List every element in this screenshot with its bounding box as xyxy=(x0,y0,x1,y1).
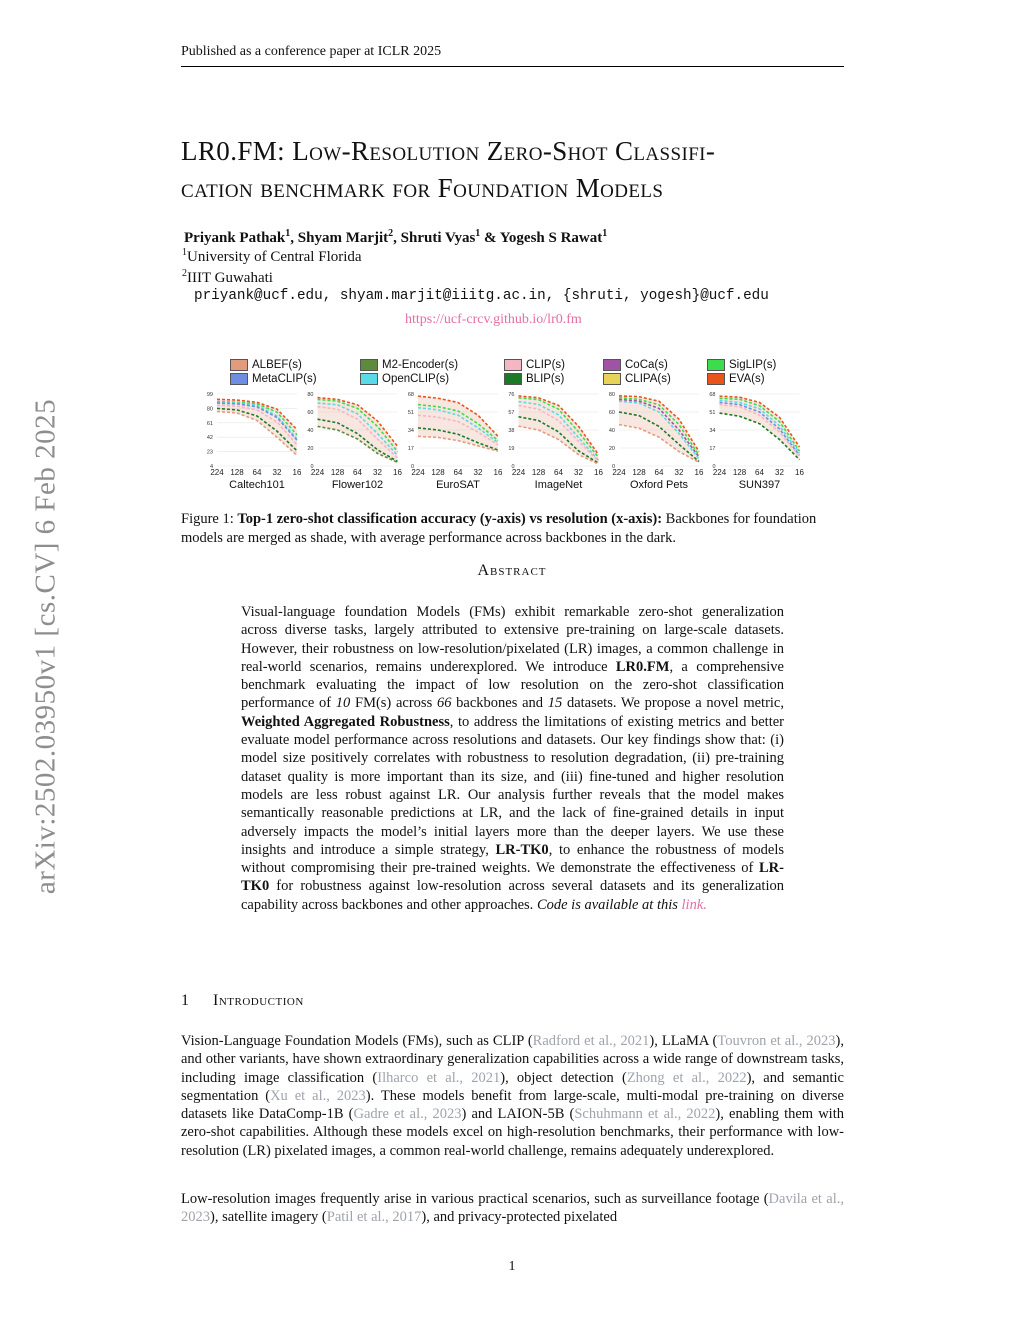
y-tick-label: 60 xyxy=(307,410,314,416)
x-tick-label: 32 xyxy=(674,468,684,477)
y-tick-label: 57 xyxy=(508,410,515,416)
project-url-link[interactable]: https://ucf-crcv.github.io/lr0.fm xyxy=(405,312,582,327)
legend-swatch xyxy=(360,359,378,371)
body-text: Low-resolution images frequently arise in various practical scenarios, such as surveillance footage ( xyxy=(181,1191,769,1207)
x-tick-label: 64 xyxy=(654,468,664,477)
y-tick-label: 0 xyxy=(611,464,615,470)
body-text: ), and privacy-protected pixelated xyxy=(421,1209,618,1226)
header-rule xyxy=(181,66,844,67)
chart-panel-title: ImageNet xyxy=(534,479,583,491)
abstract-bold: LR-TK0 xyxy=(495,841,549,858)
x-tick-label: 32 xyxy=(373,468,382,477)
chart-panel xyxy=(709,392,804,491)
separator: & xyxy=(480,230,500,246)
author-2: Shyam Marjit xyxy=(297,230,389,246)
y-tick-label: 99 xyxy=(206,392,213,398)
legend-label: CoCa(s) xyxy=(625,359,668,372)
section-heading-introduction xyxy=(181,992,304,1010)
abstract-text: for robustness against low-resolution across several datasets and its generalization capability across backbones and other approaches. xyxy=(241,878,784,913)
legend-label: MetaCLIP(s) xyxy=(252,373,317,386)
y-tick-label: 0 xyxy=(310,464,314,470)
legend-label: OpenCLIP(s) xyxy=(382,373,450,386)
y-tick-label: 80 xyxy=(608,392,615,398)
x-tick-label: 224 xyxy=(310,468,325,477)
x-tick-label: 64 xyxy=(353,468,362,477)
abstract-bold: LR0.FM xyxy=(615,658,670,675)
body-text: Vision-Language Foundation Models (FMs), such as CLIP ( xyxy=(181,1033,533,1049)
code-link[interactable]: link. xyxy=(681,896,707,913)
y-tick-label: 51 xyxy=(709,410,716,416)
body-text: ). These models benefit from large-scale, multi-modal pre-training on diverse datasets like DataComp-1B ( xyxy=(181,1087,844,1123)
citation-link[interactable]: Ilharco et al., 2021 xyxy=(377,1069,501,1086)
legend-swatch xyxy=(603,359,621,371)
chart-panel-title: Caltech101 xyxy=(229,479,285,491)
x-tick-label: 32 xyxy=(272,468,282,477)
x-tick-label: 64 xyxy=(252,468,262,477)
y-tick-label: 0 xyxy=(712,464,716,470)
y-tick-label: 19 xyxy=(508,446,515,452)
abstract-italic: Code is available at this xyxy=(536,896,682,913)
author-emails: priyank@ucf.edu, shyam.marjit@iiitg.ac.in, {shruti, yogesh}@ucf.edu xyxy=(194,288,769,304)
citation-link[interactable]: Radford et al., 2021 xyxy=(532,1033,650,1049)
figure-1-charts xyxy=(195,378,825,496)
body-text: ), object detection ( xyxy=(500,1069,627,1086)
separator: , xyxy=(393,230,401,246)
legend-item xyxy=(707,359,776,371)
body-text: ), satellite imagery ( xyxy=(210,1209,327,1226)
x-tick-label: 128 xyxy=(732,468,747,477)
y-tick-label: 80 xyxy=(307,392,314,398)
x-tick-label: 128 xyxy=(431,468,445,477)
x-tick-label: 16 xyxy=(292,468,302,477)
y-tick-label: 40 xyxy=(608,428,615,434)
caption-bold: Top-1 zero-shot classification accuracy (y-axis) vs resolution (x-axis) xyxy=(237,511,658,527)
caption-colon: : xyxy=(657,511,663,527)
abstract-text: FM(s) across xyxy=(350,695,437,712)
y-tick-label: 68 xyxy=(709,392,716,398)
arxiv-stamp: arXiv:2502.03950v1 [cs.CV] 6 Feb 2025 xyxy=(29,398,62,895)
chart-panel xyxy=(508,392,603,491)
citation-link[interactable]: Zhong et al., 2022 xyxy=(626,1069,747,1086)
legend-item xyxy=(504,359,565,371)
x-tick-label: 224 xyxy=(612,468,626,477)
y-tick-label: 0 xyxy=(511,464,515,470)
abstract-text: , to enhance the robustness of models without compromising their pre-trained weights. We demonstrate the effectiveness of xyxy=(241,841,785,877)
legend-label: ALBEF(s) xyxy=(252,359,302,372)
y-tick-label: 34 xyxy=(407,428,414,434)
x-tick-label: 64 xyxy=(554,468,563,477)
x-tick-label: 16 xyxy=(694,468,704,477)
abstract-italic: 10 xyxy=(335,695,351,712)
legend-swatch xyxy=(707,359,725,371)
x-tick-label: 16 xyxy=(795,468,804,477)
abstract-bold: LR-TK0 xyxy=(241,860,784,895)
figure-caption xyxy=(181,510,844,548)
citation-link[interactable]: Davila et al., 2023 xyxy=(181,1191,844,1226)
y-tick-label: 40 xyxy=(307,428,314,434)
x-tick-label: 128 xyxy=(230,468,244,477)
y-tick-label: 4 xyxy=(209,464,213,470)
y-tick-label: 42 xyxy=(206,435,213,442)
legend-item xyxy=(230,359,302,371)
citation-link[interactable]: Xu et al., 2023 xyxy=(270,1087,366,1104)
y-tick-label: 17 xyxy=(407,446,414,452)
x-tick-label: 128 xyxy=(330,468,345,477)
abstract-body xyxy=(241,603,784,914)
caption-label: Figure 1: xyxy=(181,511,238,527)
abstract-bold: Weighted Aggregated Robustness xyxy=(241,713,450,730)
affil-mark: 2 xyxy=(388,228,394,239)
y-tick-label: 0 xyxy=(410,464,414,470)
paper-title xyxy=(181,133,851,207)
affiliation-1 xyxy=(182,247,362,266)
separator: , xyxy=(290,230,298,246)
body-text: ), enabling them with zero-shot capabilities. Although these models excel on high-resolution benchmarks, their performance with low-resolution (LR) pixelated images, a common real-world challenge, remains adequately underexplored. xyxy=(181,1106,844,1159)
section-title: Introduction xyxy=(213,992,304,1009)
y-tick-label: 68 xyxy=(407,392,414,398)
author-1: Priyank Pathak xyxy=(184,230,286,246)
legend-swatch xyxy=(230,359,248,371)
chart-panel-title: EuroSAT xyxy=(436,479,480,491)
y-tick-label: 34 xyxy=(709,428,716,434)
body-text: ), and other variants, have shown extraordinary generalization capabilities across a wide range of downstream tasks, including image classification ( xyxy=(181,1033,844,1086)
caption-text: Backbones for foundation models are merged as shade, with average performance across backbones in the dark. xyxy=(181,511,817,546)
citation-link[interactable]: Patil et al., 2017 xyxy=(326,1209,422,1226)
x-tick-label: 224 xyxy=(210,468,224,477)
affil-mark: 1 xyxy=(285,228,291,239)
y-tick-label: 76 xyxy=(508,392,515,398)
affiliation-text: IIIT Guwahati xyxy=(187,270,273,286)
legend-label: CLIPA(s) xyxy=(625,373,671,386)
section-number: 1 xyxy=(181,992,190,1009)
citation-link[interactable]: Gadre et al., 2023 xyxy=(353,1106,462,1123)
intro-paragraph-2 xyxy=(181,1190,844,1227)
y-tick-label: 20 xyxy=(307,446,314,452)
x-tick-label: 16 xyxy=(393,468,402,477)
page-number: 1 xyxy=(508,1259,516,1274)
x-tick-label: 16 xyxy=(594,468,603,477)
legend-label: SigLIP(s) xyxy=(729,359,777,372)
x-tick-label: 16 xyxy=(493,468,503,477)
chart-panel-title: SUN397 xyxy=(738,479,781,491)
chart-panel-title: Oxford Pets xyxy=(629,479,689,491)
x-tick-label: 64 xyxy=(755,468,764,477)
y-tick-label: 60 xyxy=(608,410,615,416)
abstract-text: backbones and xyxy=(451,695,548,712)
legend-swatch xyxy=(504,359,522,371)
author-list xyxy=(184,228,607,247)
abstract-text: datasets. We propose a novel metric, xyxy=(562,695,784,712)
x-tick-label: 32 xyxy=(473,468,483,477)
author-4: Yogesh S Rawat xyxy=(499,230,603,246)
affiliation-text: University of Central Florida xyxy=(187,249,362,265)
author-3: Shruti Vyas xyxy=(400,230,476,246)
abstract-text: , a comprehensive benchmark evaluating the impact of low resolution on the zero-shot classification performance of xyxy=(241,658,784,712)
affil-mark: 1 xyxy=(182,247,187,258)
title-line-2: cation benchmark for Foundation Models xyxy=(181,173,664,203)
y-tick-label: 61 xyxy=(206,420,213,427)
y-tick-label: 38 xyxy=(508,428,515,434)
x-tick-label: 224 xyxy=(411,468,425,477)
abstract-italic: 15 xyxy=(547,695,563,712)
abstract-text: Visual-language foundation Models (FMs) exhibit remarkable zero-shot generalization across diverse tasks, largely attributed to extensive pre-training on large-scale datasets. However, their robustness on low-resolution/pixelated (LR) images, a common challenge in real-world scenarios, remains underexplored. We introduce xyxy=(241,604,784,675)
abstract-text: , to address the limitations of existing metrics and better evaluate model performance across resolutions and datasets. Our key findings show that: (i) model size positively correlates with robustness to resolution degradation, (ii) pre-training dataset quality is more important than its size, and (iii) fine-tuned and higher resolution models are less robust against LR. Our analysis further reveals that the model makes semantically reasonable predictions at LR, and the lack of fine-grained details in input adversely impacts the model’s initial layers more than the deeper layers. We use these insights and introduce a simple strategy, xyxy=(241,713,784,858)
legend-item xyxy=(360,359,458,371)
citation-link[interactable]: Schuhmann et al., 2022 xyxy=(574,1106,716,1123)
intro-paragraph-1 xyxy=(181,1032,844,1160)
x-tick-label: 64 xyxy=(453,468,463,477)
affil-mark: 2 xyxy=(182,268,187,279)
chart-panel xyxy=(408,392,503,491)
legend-label: CLIP(s) xyxy=(526,359,565,372)
body-text: ), and semantic segmentation ( xyxy=(181,1069,844,1104)
body-text: ) and LAION-5B ( xyxy=(461,1106,575,1123)
x-tick-label: 224 xyxy=(712,468,727,477)
y-tick-label: 23 xyxy=(206,449,213,456)
y-tick-label: 51 xyxy=(407,410,414,416)
legend-item xyxy=(603,359,668,371)
legend-label: EVA(s) xyxy=(729,373,765,386)
legend-label: BLIP(s) xyxy=(526,373,565,386)
body-text: ), LLaMA ( xyxy=(649,1033,718,1049)
y-tick-label: 80 xyxy=(206,406,213,413)
affiliation-2 xyxy=(182,268,273,287)
legend-label: M2-Encoder(s) xyxy=(382,359,459,372)
abstract-italic: 66 xyxy=(436,695,452,712)
affil-mark: 1 xyxy=(475,228,481,239)
x-tick-label: 128 xyxy=(632,468,646,477)
x-tick-label: 32 xyxy=(574,468,583,477)
y-tick-label: 20 xyxy=(608,446,615,452)
x-tick-label: 32 xyxy=(775,468,784,477)
citation-link[interactable]: Touvron et al., 2023 xyxy=(717,1033,836,1049)
x-tick-label: 224 xyxy=(511,468,526,477)
affil-mark: 1 xyxy=(602,228,608,239)
x-tick-label: 128 xyxy=(531,468,546,477)
chart-panel xyxy=(207,392,302,491)
y-tick-label: 17 xyxy=(709,446,716,452)
chart-panel xyxy=(307,392,402,491)
chart-panel xyxy=(609,392,704,491)
abstract-heading: Abstract xyxy=(477,562,547,579)
title-line-1: LR0.FM: Low-Resolution Zero-Shot Classifi- xyxy=(181,136,716,166)
chart-panel-title: Flower102 xyxy=(331,479,384,491)
running-header: Published as a conference paper at ICLR 2025 xyxy=(181,44,442,59)
